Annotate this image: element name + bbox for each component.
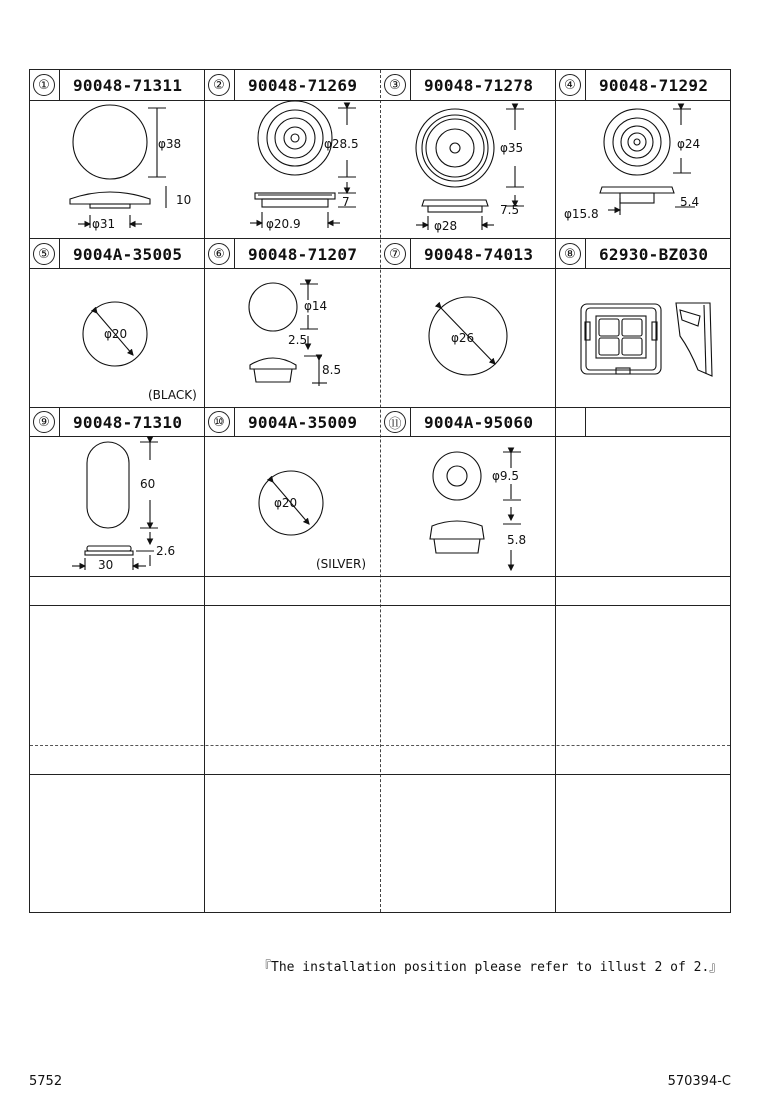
dim-label: φ31 (92, 217, 116, 231)
plug-top-view (73, 105, 147, 179)
dim-label: φ9.5 (492, 469, 519, 483)
dim-label: 7 (342, 195, 350, 209)
dim-label: 2.6 (156, 544, 176, 558)
dim-label: φ38 (158, 137, 182, 151)
part-number: 9004A-35009 (248, 413, 358, 432)
item-number: ⑥ (208, 243, 230, 265)
parts-table (29, 69, 731, 913)
item-number: ⑩ (208, 411, 230, 433)
dim-label: φ20 (274, 496, 298, 510)
dim-label: 7.5 (500, 203, 520, 217)
color-note: (BLACK) (148, 388, 197, 402)
installation-note: 『The installation position please refer to illust 2 of 2.』 (258, 960, 723, 975)
part-number: 90048-71207 (248, 245, 358, 264)
part-number: 90048-71278 (424, 76, 534, 95)
dim-label: 8.5 (322, 363, 342, 377)
item-number: ⑪ (384, 411, 406, 433)
part-2-drawing (250, 101, 356, 228)
dim-label: 10 (176, 193, 192, 207)
dim-label: φ15.8 (564, 207, 599, 221)
part-number: 90048-71269 (248, 76, 358, 95)
dim-label: 5.8 (507, 533, 527, 547)
footer-right-code: 570394-C (667, 1074, 731, 1089)
dim-label: 60 (140, 477, 156, 491)
item-number: ② (208, 74, 230, 96)
part-number: 9004A-95060 (424, 413, 534, 432)
dim-label: φ20 (104, 327, 128, 341)
item-number: ⑦ (384, 243, 406, 265)
part-8-drawing (581, 303, 712, 376)
part-number: 90048-74013 (424, 245, 534, 264)
dim-label: 2.5 (288, 333, 308, 347)
dim-label: φ14 (304, 299, 328, 313)
item-number: ⑤ (33, 243, 55, 265)
item-number: ④ (559, 74, 581, 96)
dim-label: φ35 (500, 141, 524, 155)
item-number: ③ (384, 74, 406, 96)
dim-label: φ24 (677, 137, 701, 151)
part-number: 90048-71310 (73, 413, 183, 432)
plug-side-view (70, 192, 150, 204)
part-number: 62930-BZ030 (599, 245, 709, 264)
part-number: 9004A-35005 (73, 245, 183, 264)
color-note: (SILVER) (316, 557, 367, 571)
footer-left-code: 5752 (29, 1074, 63, 1089)
part-9-drawing (72, 442, 158, 570)
item-number: ① (33, 74, 55, 96)
dim-label: φ26 (451, 331, 475, 345)
item-number: ⑧ (559, 243, 581, 265)
dim-label: 5.4 (680, 195, 700, 209)
item-number: ⑨ (33, 411, 55, 433)
dim-label: φ28.5 (324, 137, 359, 151)
part-number: 90048-71311 (73, 76, 183, 95)
part-number: 90048-71292 (599, 76, 709, 95)
dim-label: φ20.9 (266, 217, 301, 231)
part-drawings (30, 70, 732, 914)
part-1-drawing (70, 105, 166, 228)
dim-label: 30 (98, 558, 114, 572)
dim-label: φ28 (434, 219, 458, 233)
